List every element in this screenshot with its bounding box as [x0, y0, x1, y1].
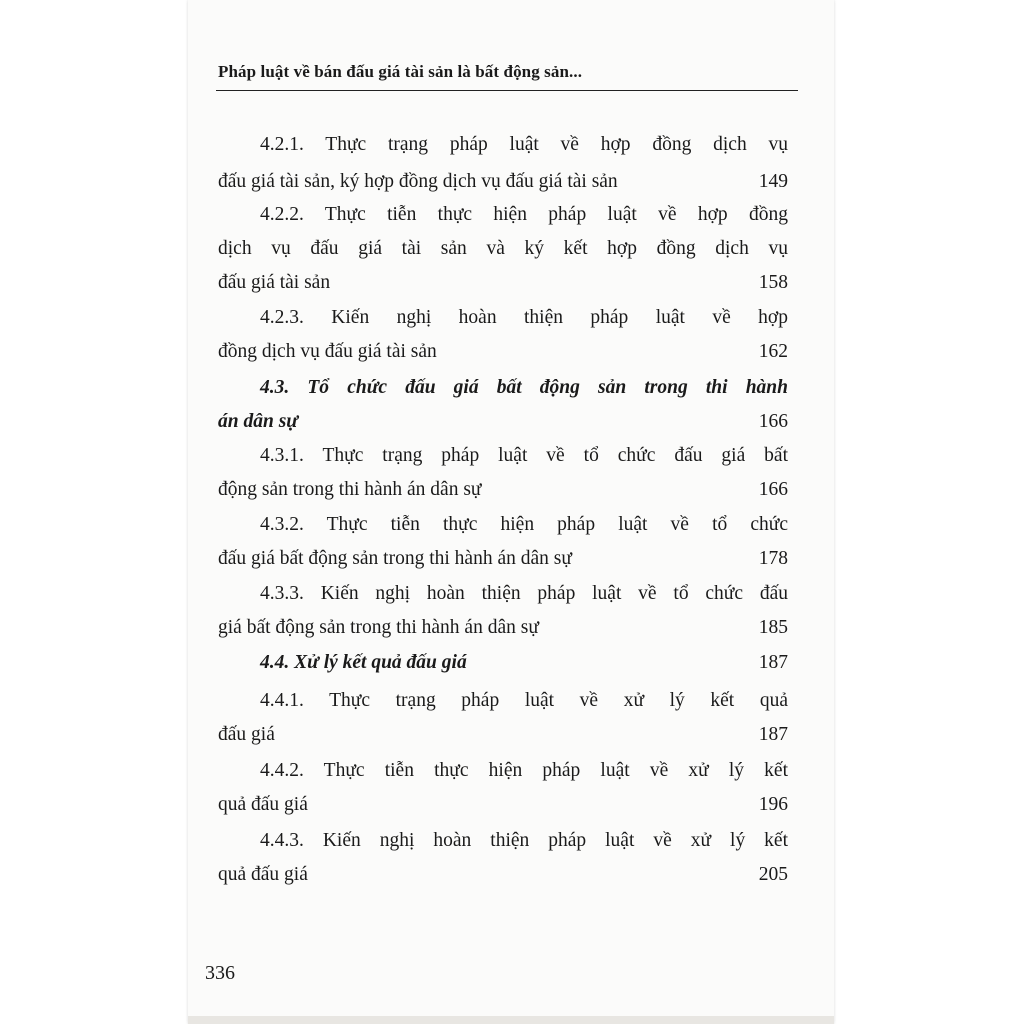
toc-entry-line: 4.2.1. Thực trạng pháp luật về hợp đồng dịch vụ	[260, 134, 788, 155]
toc-entry-line: dịch vụ đấu giá tài sản và ký kết hợp đồng dịch vụ	[218, 238, 788, 259]
toc-page-number: 187	[758, 724, 788, 745]
toc-page-number: 187	[758, 652, 788, 673]
page-number: 336	[205, 962, 235, 984]
toc-page-number: 149	[758, 171, 788, 192]
toc-entry-line: 4.3.1. Thực trạng pháp luật về tổ chức đấu giá bất	[260, 445, 788, 466]
toc-page-number: 185	[758, 617, 788, 638]
toc-entry-line: 4.2.2. Thực tiễn thực hiện pháp luật về hợp đồng	[260, 204, 788, 225]
toc-entry-line: 4.2.3. Kiến nghị hoàn thiện pháp luật về hợp	[260, 307, 788, 328]
toc-entry-line: đấu giá tài sản, ký hợp đồng dịch vụ đấu giá tài sản	[218, 171, 618, 192]
toc-entry-line: quả đấu giá	[218, 794, 308, 815]
toc-entry-line: 4.3.3. Kiến nghị hoàn thiện pháp luật về tổ chức đấu	[260, 583, 788, 604]
toc-page-number: 166	[758, 411, 788, 432]
toc-page-number: 205	[758, 864, 788, 885]
toc-entry-line: đồng dịch vụ đấu giá tài sản	[218, 341, 437, 362]
toc-section-line: 4.4. Xử lý kết quả đấu giá	[260, 652, 467, 673]
toc-entry-line: đấu giá tài sản	[218, 272, 331, 293]
toc-entry-line: 4.4.1. Thực trạng pháp luật về xử lý kết quả	[260, 690, 788, 711]
toc-entry-line: 4.4.3. Kiến nghị hoàn thiện pháp luật về xử lý kết	[260, 830, 788, 851]
toc-entry-line: 4.4.2. Thực tiễn thực hiện pháp luật về xử lý kết	[260, 760, 788, 781]
toc-entry-line: động sản trong thi hành án dân sự	[218, 479, 482, 500]
toc-section-line: 4.3. Tổ chức đấu giá bất động sản trong thi hành	[260, 377, 788, 398]
toc-entry-line: đấu giá	[218, 724, 275, 745]
toc-entry-line: 4.3.2. Thực tiễn thực hiện pháp luật về tổ chức	[260, 514, 788, 535]
toc-entry-line: giá bất động sản trong thi hành án dân sự	[218, 617, 539, 638]
toc-page-number: 196	[758, 794, 788, 815]
toc-section-line: án dân sự	[218, 411, 298, 432]
toc-page-number: 162	[758, 341, 788, 362]
toc-page-number: 166	[758, 479, 788, 500]
toc-entry-line: quả đấu giá	[218, 864, 308, 885]
running-head: Pháp luật về bán đấu giá tài sản là bất động sản...	[218, 62, 583, 81]
toc-entry-line: đấu giá bất động sản trong thi hành án dân sự	[218, 548, 572, 569]
toc-page-number: 178	[758, 548, 788, 569]
toc-page-number: 158	[758, 272, 788, 293]
